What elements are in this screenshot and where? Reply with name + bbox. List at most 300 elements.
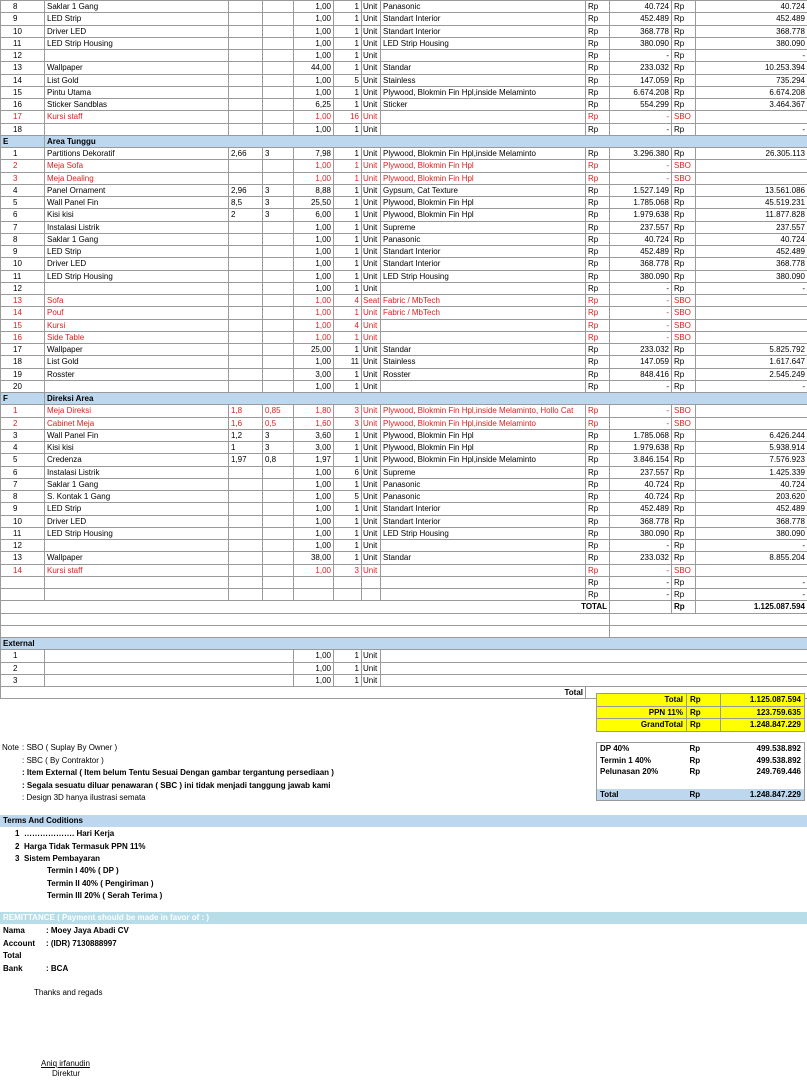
cell-l [263, 111, 294, 123]
cell-p [229, 13, 263, 25]
cell-n [334, 576, 362, 588]
cell-rp1: Rp [586, 356, 610, 368]
cell-rp2: SBO [672, 405, 696, 417]
cell-rp1: Rp [586, 197, 610, 209]
cell-qty: 25,50 [294, 197, 334, 209]
cell-total: 368.778 [696, 25, 807, 37]
cell-l [263, 380, 294, 392]
cell-qty: 3,00 [294, 368, 334, 380]
cell-no: 13 [1, 295, 45, 307]
cell-p [229, 246, 263, 258]
cell-no [1, 576, 45, 588]
cell-unit [362, 576, 381, 588]
cell-l [263, 576, 294, 588]
cell-rp2: Rp [672, 540, 696, 552]
cell-total: 380.090 [696, 527, 807, 539]
cell-no: 4 [1, 184, 45, 196]
table-row [1, 221, 807, 233]
cell-n: 1 [334, 13, 362, 25]
cell-price: - [610, 417, 672, 429]
cell-l: 3 [263, 197, 294, 209]
cell-qty: 1,00 [294, 123, 334, 135]
cell-n: 1 [334, 478, 362, 490]
cell-total [696, 295, 807, 307]
cell-spec: Plywood, Blokmin Fin Hpl [381, 209, 586, 221]
cell-item: Wallpaper [45, 552, 229, 564]
cell-p: 1,2 [229, 429, 263, 441]
cell-total: - [696, 540, 807, 552]
table-row [1, 466, 807, 478]
cell-n: 1 [334, 344, 362, 356]
cell-spec: Standart Interior [381, 515, 586, 527]
cell-p [229, 258, 263, 270]
cell-item: Sticker Sandblas [45, 99, 229, 111]
cell-rp1: Rp [586, 99, 610, 111]
note-line: : Segala sesuatu diluar penawaran ( SBC ) ini tidak menjadi tanggung jawab kami [22, 780, 331, 790]
cell-rp2: Rp [672, 50, 696, 62]
cell-l [263, 368, 294, 380]
cell-p: 2,96 [229, 184, 263, 196]
cell-rp1: Rp [586, 478, 610, 490]
cell-qty: 1,00 [294, 111, 334, 123]
cell-item: Wall Panel Fin [45, 197, 229, 209]
cell-total: 452.489 [696, 503, 807, 515]
cell-unit: Unit [362, 74, 381, 86]
table-row [1, 37, 807, 49]
cell-item: Meja Direksi [45, 405, 229, 417]
cell-l [263, 295, 294, 307]
cell-label: TOTAL [1, 601, 610, 613]
cell-l [263, 50, 294, 62]
cell-p [229, 50, 263, 62]
cell-label: Termin 1 40% [600, 755, 651, 765]
cell-spec: Stainless [381, 74, 586, 86]
external-header [1, 638, 807, 650]
cell-no: 11 [1, 527, 45, 539]
cell-rp: Rp [687, 706, 721, 719]
grand-total-row [1, 601, 807, 613]
cell-price: 237.557 [610, 221, 672, 233]
cell-item: Driver LED [45, 258, 229, 270]
cell-spec: Panasonic [381, 1, 586, 13]
cell-l [263, 515, 294, 527]
cell-rp1: Rp [586, 515, 610, 527]
cell-unit: Unit [362, 405, 381, 417]
cell-item: Pouf [45, 307, 229, 319]
cell-rp2: Rp [672, 37, 696, 49]
cell-n: 3 [334, 564, 362, 576]
cell-l [263, 86, 294, 98]
cell-p [229, 62, 263, 74]
cell-no: 8 [1, 1, 45, 13]
cell-rp2: Rp [672, 466, 696, 478]
cell-price: 237.557 [610, 466, 672, 478]
cell-n: 1 [334, 197, 362, 209]
cell-no: 2 [1, 417, 45, 429]
cell-qty: 44,00 [294, 62, 334, 74]
cell-unit: Unit [362, 527, 381, 539]
cell-n: 4 [334, 319, 362, 331]
term-text: Harga Tidak Termasuk PPN 11% [24, 841, 146, 851]
cell-item: Pintu Utama [45, 86, 229, 98]
cell-l: 0,5 [263, 417, 294, 429]
cell-item: List Gold [45, 74, 229, 86]
cell-spec [381, 589, 586, 601]
cell-n: 3 [334, 405, 362, 417]
cell-p [229, 491, 263, 503]
cell-item: Rosster [45, 368, 229, 380]
cell-p [229, 123, 263, 135]
summary-row [597, 719, 805, 732]
cell-rp1: Rp [586, 62, 610, 74]
cell-spec: Plywood, Blokmin Fin Hpl,inside Melaminto [381, 86, 586, 98]
cell-item: LED Strip [45, 503, 229, 515]
cell-item: Kisi kisi [45, 209, 229, 221]
cell-unit: Unit [362, 417, 381, 429]
cell-no: 5 [1, 454, 45, 466]
cell-title: External [1, 638, 807, 650]
cell-l: 3 [263, 429, 294, 441]
cell-price: 40.724 [610, 233, 672, 245]
cell-no: 7 [1, 478, 45, 490]
table-row [1, 405, 807, 417]
cell-n: 1 [334, 454, 362, 466]
cell-spec: Plywood, Blokmin Fin Hpl,inside Melaminto [381, 417, 586, 429]
cell-rp2: Rp [672, 478, 696, 490]
cell-n: 16 [334, 111, 362, 123]
cell-qty: 1,97 [294, 454, 334, 466]
term-text: Sistem Pembayaran [24, 854, 101, 863]
cell-item: Wallpaper [45, 62, 229, 74]
cell-p [229, 515, 263, 527]
term-subitem: Termin III 20% ( Serah Terima ) [47, 891, 163, 900]
cell-price: 380.090 [610, 270, 672, 282]
cell-price: 380.090 [610, 37, 672, 49]
cell-qty: 1,00 [294, 564, 334, 576]
cell-value: 1.248.847.229 [721, 789, 805, 801]
cell-p [229, 307, 263, 319]
cell-unit: Unit [362, 99, 381, 111]
cell-price: - [610, 50, 672, 62]
cell-unit: Unit [362, 331, 381, 343]
cell-n: 6 [334, 466, 362, 478]
cell-rp1: Rp [586, 160, 610, 172]
cell-empty [1, 625, 610, 637]
table-row [1, 417, 807, 429]
cell-total: 380.090 [696, 37, 807, 49]
cell-total: 3.464.367 [696, 99, 807, 111]
cell-p [229, 564, 263, 576]
cell-total: - [696, 282, 807, 294]
cell-no: 11 [1, 270, 45, 282]
cell-empty [610, 601, 672, 613]
cell-no: E [1, 135, 45, 147]
cell-no: 8 [1, 233, 45, 245]
cell-rp1: Rp [586, 270, 610, 282]
cell-unit: Unit [362, 540, 381, 552]
cell-unit: Unit [362, 282, 381, 294]
cell-unit: Unit [362, 478, 381, 490]
table-row [1, 246, 807, 258]
cell-item: Kisi kisi [45, 442, 229, 454]
cell-rp1: Rp [586, 540, 610, 552]
cell-total: 40.724 [696, 1, 807, 13]
cell-total [696, 331, 807, 343]
cell-rp2: Rp [672, 99, 696, 111]
cell-rp2: Rp [672, 454, 696, 466]
cell-item: LED Strip Housing [45, 527, 229, 539]
cell-item: Saklar 1 Gang [45, 1, 229, 13]
cell-l: 0,8 [263, 454, 294, 466]
cell-total: - [696, 576, 807, 588]
cell-n: 1 [334, 246, 362, 258]
cell-price: - [610, 540, 672, 552]
cell-p [229, 295, 263, 307]
cell-rp2: Rp [672, 258, 696, 270]
cell-price: - [610, 172, 672, 184]
cell-rp2: Rp [672, 344, 696, 356]
cell-qty: 1,00 [294, 50, 334, 62]
cell-n: 4 [334, 295, 362, 307]
table-row [1, 503, 807, 515]
cell-l [263, 123, 294, 135]
cell-p [229, 270, 263, 282]
table-row [1, 307, 807, 319]
table-row [1, 111, 807, 123]
cell-price: 147.059 [610, 74, 672, 86]
table-row [1, 380, 807, 392]
cell-unit: Unit [362, 454, 381, 466]
cell-no: 12 [1, 540, 45, 552]
cell-rp1: Rp [586, 454, 610, 466]
cell-unit: Unit [362, 258, 381, 270]
cell-price: - [610, 380, 672, 392]
cell-total: 368.778 [696, 515, 807, 527]
cell-rp2: Rp [672, 246, 696, 258]
cell-rp: Rp [689, 767, 701, 777]
cell-rp1: Rp [586, 503, 610, 515]
table-row [1, 25, 807, 37]
cell-price: - [610, 282, 672, 294]
cell-item: LED Strip [45, 13, 229, 25]
blank-row [1, 625, 807, 637]
cell-l [263, 540, 294, 552]
table-row [1, 209, 807, 221]
cell-spec: Standar [381, 344, 586, 356]
cell-p: 1,97 [229, 454, 263, 466]
cell-empty [1, 613, 610, 625]
cell-price: 233.032 [610, 344, 672, 356]
cell-no: 18 [1, 356, 45, 368]
cell-rp2: Rp [672, 148, 696, 160]
table-row [1, 564, 807, 576]
remit-value: : (IDR) 7130888997 [46, 938, 117, 948]
table-row [1, 233, 807, 245]
cell-price: 368.778 [610, 25, 672, 37]
cell-rp1: Rp [586, 50, 610, 62]
cell-n: 1 [334, 527, 362, 539]
cell-total_label: Total [1, 687, 586, 699]
cell-rp2: SBO [672, 160, 696, 172]
cell-p [229, 99, 263, 111]
cell-rp1: Rp [586, 246, 610, 258]
cell-rp1: Rp [586, 111, 610, 123]
cell-total [696, 417, 807, 429]
cell-spec: Plywood, Blokmin Fin Hpl [381, 172, 586, 184]
cell-l [263, 466, 294, 478]
cell-n: 1 [334, 86, 362, 98]
cell-item: Credenza [45, 454, 229, 466]
cell-unit: Unit [362, 13, 381, 25]
cell-rp1: Rp [586, 233, 610, 245]
cell-p [229, 331, 263, 343]
cell-n: 1 [334, 37, 362, 49]
cell-total: - [696, 380, 807, 392]
cell-total: 26.305.113 [696, 148, 807, 160]
cell-l [263, 356, 294, 368]
summary-row [597, 694, 805, 707]
cell-n: 5 [334, 491, 362, 503]
cell-price: - [610, 589, 672, 601]
cell-price: 6.674.208 [610, 86, 672, 98]
cell-unit: Unit [362, 37, 381, 49]
signer-position: Direktur [52, 1069, 81, 1078]
cell-item: Direksi Area [45, 393, 807, 405]
cell-rp1: Rp [586, 25, 610, 37]
cell-no: 8 [1, 491, 45, 503]
cell-unit: Unit [362, 552, 381, 564]
cell-rp2: Rp [672, 515, 696, 527]
table-row [1, 13, 807, 25]
section-header [1, 135, 807, 147]
cell-spec: Fabric / MbTech [381, 307, 586, 319]
cell-spec: LED Strip Housing [381, 37, 586, 49]
cell-empty [45, 662, 294, 674]
cell-qty: 6,25 [294, 99, 334, 111]
cell-total: 735.294 [696, 74, 807, 86]
remit-label: Nama [3, 926, 25, 935]
cell-total: 7.576.923 [696, 454, 807, 466]
table-row [1, 62, 807, 74]
cell-p: 2,66 [229, 148, 263, 160]
cell-price: - [610, 564, 672, 576]
cell-qty: 1,00 [294, 319, 334, 331]
cell-p [229, 380, 263, 392]
cell-qty [294, 589, 334, 601]
cell-total: 380.090 [696, 270, 807, 282]
cell-qty: 1,00 [294, 527, 334, 539]
cell-qty: 3,60 [294, 429, 334, 441]
table-row [1, 172, 807, 184]
cell-l [263, 172, 294, 184]
cell-qty: 1,00 [294, 307, 334, 319]
cell-no: 14 [1, 564, 45, 576]
cell-rp2: SBO [672, 307, 696, 319]
cell-p: 1,8 [229, 405, 263, 417]
table-row [1, 454, 807, 466]
cell-price: 3.846.154 [610, 454, 672, 466]
cell-empty [381, 674, 807, 686]
cell-l [263, 25, 294, 37]
cell-no: 20 [1, 380, 45, 392]
cell-no: 3 [1, 429, 45, 441]
cell-item [45, 589, 229, 601]
table-row [1, 527, 807, 539]
cell-qty: 1,00 [294, 246, 334, 258]
cell-total: 1.425.339 [696, 466, 807, 478]
cell-rp1: Rp [586, 491, 610, 503]
cell-spec: Stainless [381, 356, 586, 368]
payment-row [597, 766, 805, 778]
cell-total: 5.938.914 [696, 442, 807, 454]
cell-spec [381, 564, 586, 576]
note-line: : Item External ( Item belum Tentu Sesuai Dengan gambar tergantung persediaan ) [22, 768, 334, 777]
cell-rp2: SBO [672, 295, 696, 307]
cell-p [229, 478, 263, 490]
cell-rp2: Rp [672, 270, 696, 282]
cell-rp1: Rp [586, 589, 610, 601]
cell-p: 1 [229, 442, 263, 454]
cell-item: Kursi staff [45, 111, 229, 123]
term-subitem: Termin I 40% ( DP ) [47, 866, 119, 875]
cell-rp1: Rp [586, 123, 610, 135]
cell-p [229, 503, 263, 515]
cell-rp1: Rp [586, 307, 610, 319]
cell-p [229, 356, 263, 368]
cell-total: 6.426.244 [696, 429, 807, 441]
cell-item: Kursi staff [45, 564, 229, 576]
cell-no: 6 [1, 466, 45, 478]
cell-price: 368.778 [610, 515, 672, 527]
payment-total-row [597, 789, 805, 801]
cell-unit: Unit [362, 662, 381, 674]
cell-n: 1 [334, 209, 362, 221]
cell-qty: 1,00 [294, 503, 334, 515]
cell-spec: Standar [381, 62, 586, 74]
term-number: 1 [15, 829, 20, 838]
cell-no: 6 [1, 209, 45, 221]
cell-rp1: Rp [586, 564, 610, 576]
cell-spec: Plywood, Blokmin Fin Hpl,inside Melaminto [381, 454, 586, 466]
cell-p [229, 344, 263, 356]
table-row [1, 515, 807, 527]
cell-rp: Rp [672, 601, 696, 613]
cell-qty: 3,00 [294, 442, 334, 454]
cell-p [229, 552, 263, 564]
cell-unit [362, 589, 381, 601]
cell-unit: Unit [362, 344, 381, 356]
remit-label: Bank [3, 963, 23, 973]
cell-l: 3 [263, 184, 294, 196]
cell-price: 1.979.638 [610, 442, 672, 454]
cell-rp2: SBO [672, 111, 696, 123]
cell-price: 233.032 [610, 552, 672, 564]
cell-p [229, 368, 263, 380]
cell-rp: Rp [689, 744, 701, 754]
cell-rp2: Rp [672, 221, 696, 233]
cell-item: Area Tunggu [45, 135, 807, 147]
cell-rp1: Rp [586, 295, 610, 307]
cell-spec [381, 282, 586, 294]
cell-item: List Gold [45, 356, 229, 368]
cell-no: 12 [1, 50, 45, 62]
cell-spec: Standart Interior [381, 25, 586, 37]
cell-l [263, 221, 294, 233]
cell-empty [45, 674, 294, 686]
cell-unit: Unit [362, 1, 381, 13]
cell-unit: Unit [362, 319, 381, 331]
cell-rp2: Rp [672, 356, 696, 368]
